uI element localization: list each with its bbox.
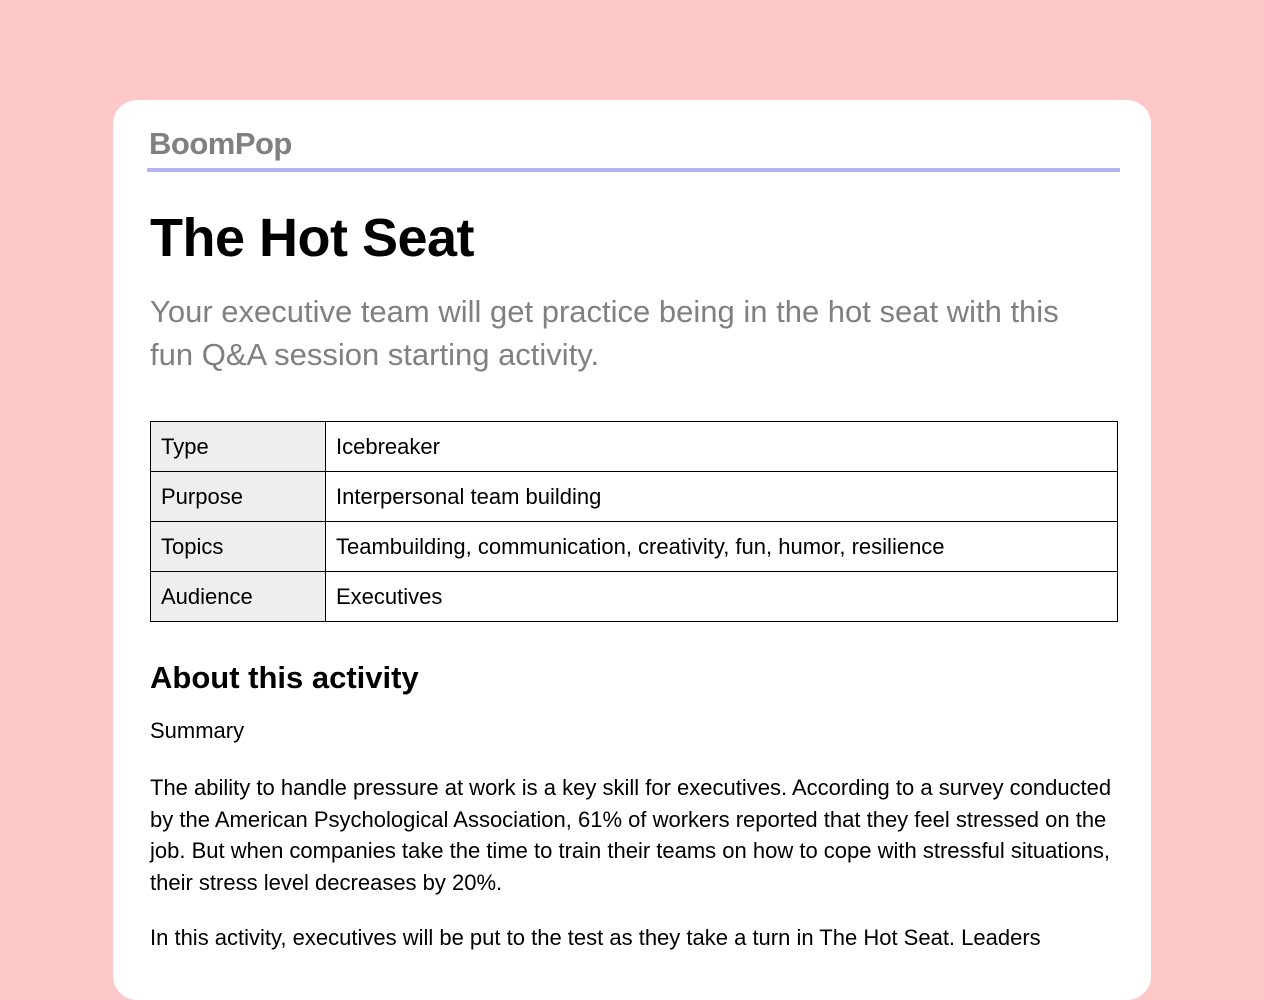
- table-row: [151, 422, 1118, 472]
- table-row: [151, 572, 1118, 622]
- table-key-audience: Audience: [151, 572, 326, 622]
- about-heading: About this activity: [150, 660, 419, 695]
- page-title: The Hot Seat: [150, 208, 475, 268]
- table-row: [151, 472, 1118, 522]
- document-card: [113, 100, 1151, 1000]
- summary-paragraph-2: In this activity, executives will be put to the test as they take a turn in The Hot Seat. Leaders: [150, 925, 1041, 950]
- table-key-type: Type: [151, 422, 326, 472]
- brand-logo: BoomPop: [149, 126, 292, 161]
- summary-label: Summary: [150, 718, 245, 743]
- table-key-purpose: Purpose: [151, 472, 326, 522]
- summary-paragraph-1: The ability to handle pressure at work is a key skill for executives. According to a survey conducted by the American Psychological Association, 61% of workers reported that they feel stressed on the job. But when companies take the time to train their teams on how to cope with stressful situations, their stress level decreases by 20%.: [150, 775, 1112, 895]
- page-subtitle: Your executive team will get practice being in the hot seat with this fun Q&A session starting activity.: [150, 294, 1059, 372]
- table-value-purpose: Interpersonal team building: [326, 472, 1118, 522]
- table-value-type: Icebreaker: [326, 422, 1118, 472]
- brand-divider: [147, 168, 1120, 172]
- table-row: [151, 522, 1118, 572]
- activity-info-table: [150, 421, 1118, 622]
- table-key-topics: Topics: [151, 522, 326, 572]
- table-value-audience: Executives: [326, 572, 1118, 622]
- table-value-topics: Teambuilding, communication, creativity, fun, humor, resilience: [326, 522, 1118, 572]
